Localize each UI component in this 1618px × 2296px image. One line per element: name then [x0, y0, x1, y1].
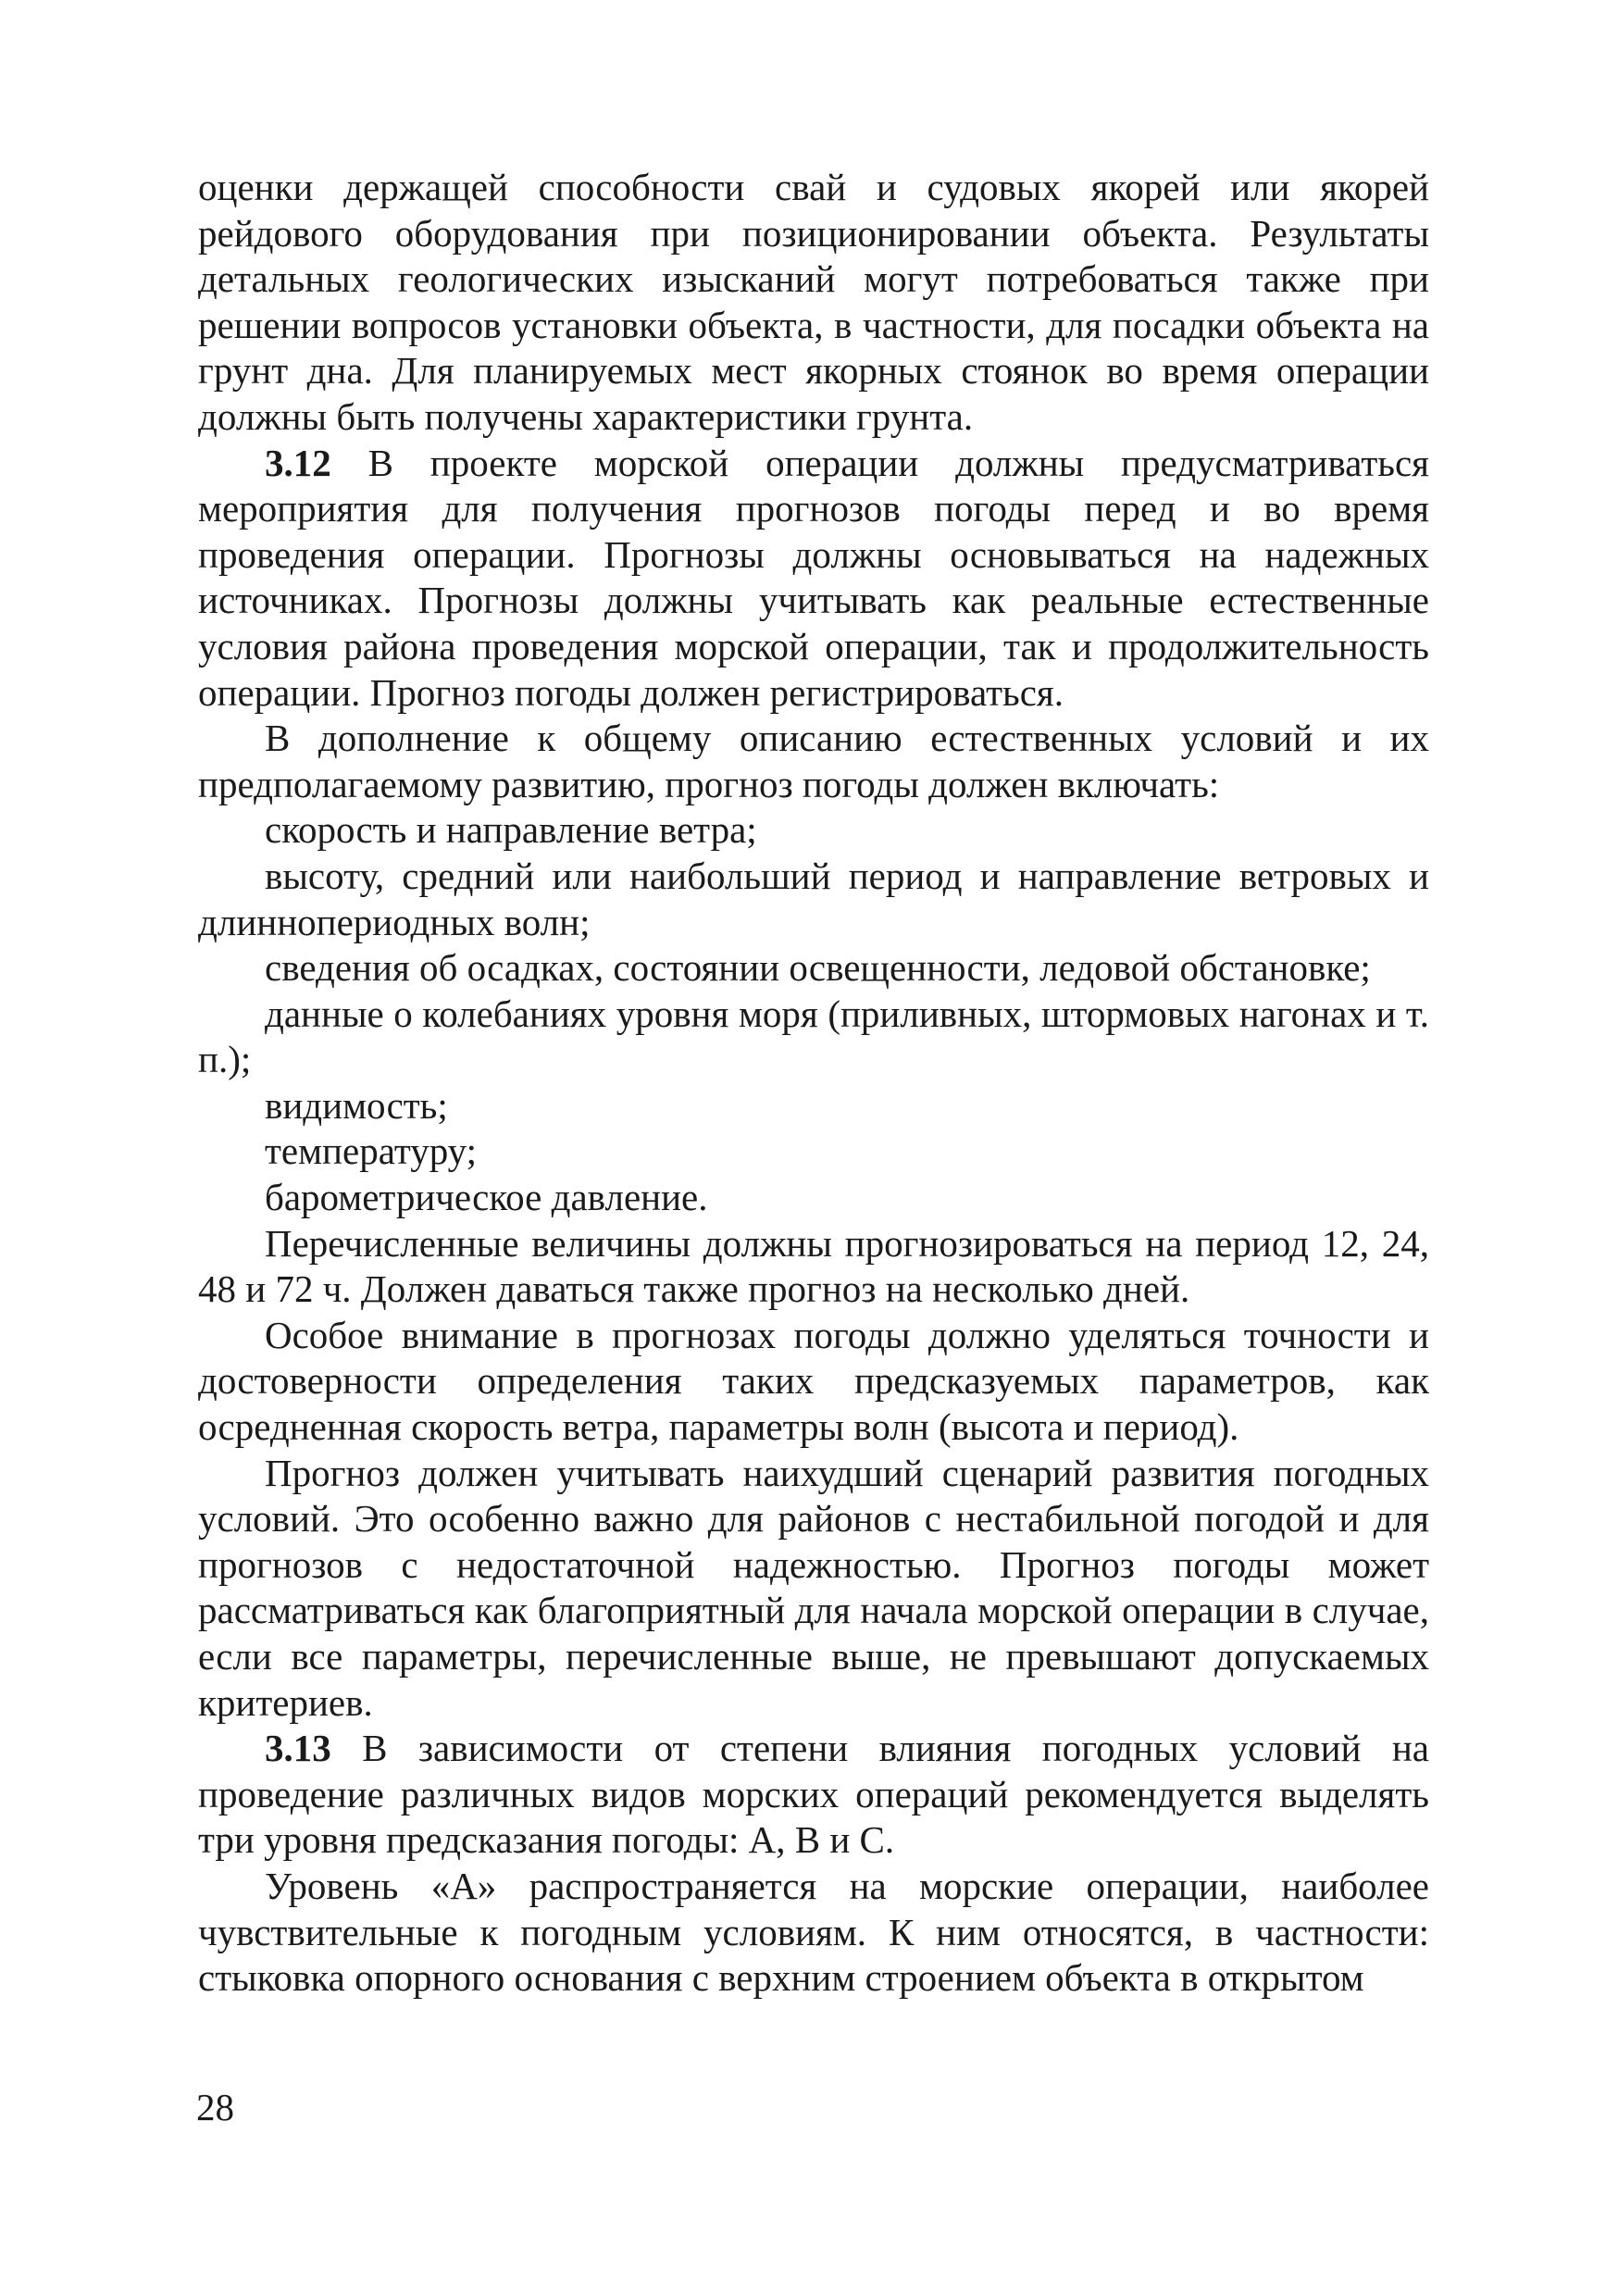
- paragraph-text: В дополнение к общему описанию естественных условий и их предполагаемому развитию, прогноз погоды должен включать:: [198, 717, 1429, 805]
- list-item: [198, 945, 1429, 992]
- section-number: 3.12: [265, 441, 331, 484]
- section-number: 3.13: [265, 1727, 331, 1770]
- paragraph-text: Перечисленные величины должны прогнозироваться на период 12, 24, 48 и 72 ч. Должен даваться также прогноз на несколько дней.: [198, 1221, 1429, 1311]
- list-item-text: высоту, средний или наибольший период и направление ветровых и длиннопериодных волн;: [198, 854, 1429, 943]
- list-item-text: сведения об осадках, состоянии освещенности, ледовой обстановке;: [265, 946, 1371, 990]
- list-item: [198, 992, 1429, 1083]
- page-body-text: [198, 165, 1429, 2002]
- list-item-text: барометрическое давление.: [265, 1176, 708, 1219]
- paragraph-text: В проекте морской операции должны предусматриваться мероприятия для получения прогнозов погоды перед и во время проведения операции. Прогнозы должны основываться на надежных источниках. Прогнозы должны учитывать как реальные естественные условия района проведения морской операции, так и продолжительность операции. Прогноз погоды должен регистрироваться.: [198, 441, 1429, 714]
- list-item-text: скорость и направление ветра;: [265, 808, 757, 852]
- list-item: [198, 1129, 1429, 1175]
- paragraph-3-12: [198, 441, 1429, 717]
- paragraph-text: оценки держащей способности свай и судовых якорей или якорей рейдового оборудования при позиционировании объекта. Результаты детальных геологических изысканий могут потребоваться также при решении вопросов установки объекта, в частности, для посадки объекта на грунт дна. Для планируемых мест якорных стоянок во время операции должны быть получены характеристики грунта.: [198, 166, 1429, 438]
- list-item-text: видимость;: [265, 1083, 448, 1127]
- paragraph-text: Уровень «А» распространяется на морские операции, наиболее чувствительные к погодным условиям. К ним относятся, в частности: стыковка опорного основания с верхним строением объекта в открытом: [198, 1864, 1429, 2000]
- paragraph: [198, 1864, 1429, 2002]
- paragraph-text: Особое внимание в прогнозах погоды должно уделяться точности и достоверности определения таких предсказуемых параметров, как осредненная скорость ветра, параметры волн (высота и период).: [198, 1313, 1429, 1449]
- paragraph-3-13: [198, 1726, 1429, 1864]
- page-number: 28: [196, 2086, 234, 2128]
- paragraph: [198, 716, 1429, 807]
- paragraph-text: Прогноз должен учитывать наихудший сценарий развития погодных условий. Это особенно важно для районов с нестабильной погодой и для прогнозов с недостаточной надежностью. Прогноз погоды может рассматриваться как благоприятный для начала морской операции в случае, если все параметры, перечисленные выше, не превышают допускаемых критериев.: [198, 1451, 1429, 1724]
- paragraph-text: В зависимости от степени влияния погодных условий на проведение различных видов морских операций рекомендуется выделять три уровня предсказания погоды: А, В и С.: [198, 1727, 1429, 1862]
- paragraph: [198, 1451, 1429, 1727]
- list-item: [198, 807, 1429, 854]
- paragraph: [198, 1221, 1429, 1313]
- paragraph-continuation: [198, 165, 1429, 441]
- list-item-text: температуру;: [265, 1129, 478, 1173]
- list-item: [198, 1083, 1429, 1129]
- list-item: [198, 854, 1429, 945]
- list-item: [198, 1175, 1429, 1221]
- list-item-text: данные о колебаниях уровня моря (приливных, штормовых нагонах и т. п.);: [198, 992, 1429, 1081]
- paragraph: [198, 1313, 1429, 1451]
